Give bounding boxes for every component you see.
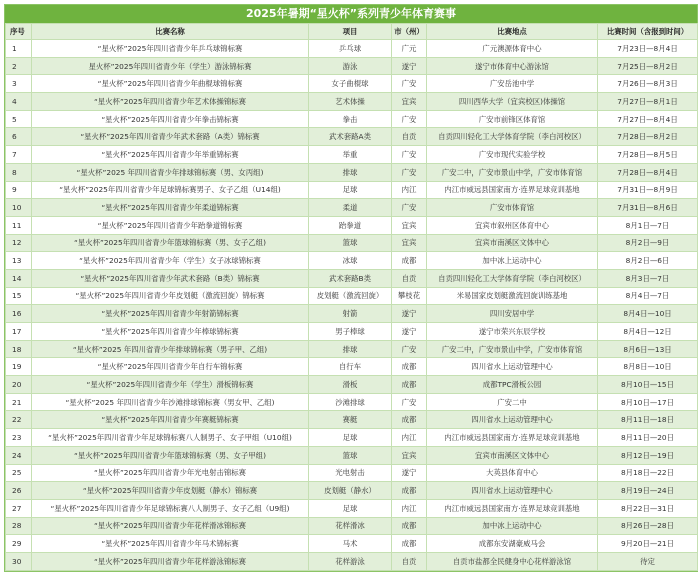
cell-venue: 内江市威远县国家南方·连界足球竞训基地 (427, 499, 598, 517)
header-venue: 比赛地点 (427, 24, 598, 40)
cell-dates: 8月6日—13日 (598, 340, 698, 358)
cell-city: 成都 (392, 517, 427, 535)
cell-index: 8 (6, 163, 32, 181)
cell-sport: 柔道 (309, 199, 392, 217)
cell-dates: 7月23日—8月4日 (598, 40, 698, 58)
cell-dates: 7月27日—8月4日 (598, 110, 698, 128)
cell-city: 宜宾 (392, 216, 427, 234)
cell-event-name: “星火杯”2025年四川省青少年花样滑冰锦标赛 (32, 517, 309, 535)
cell-city: 宜宾 (392, 234, 427, 252)
cell-dates: 8月22日—31日 (598, 499, 698, 517)
cell-sport: 马术 (309, 535, 392, 553)
cell-dates: 8月18日—22日 (598, 464, 698, 482)
cell-index: 30 (6, 552, 32, 570)
cell-city: 宜宾 (392, 93, 427, 111)
table-row (6, 305, 698, 323)
cell-sport: 皮划艇（激流回旋） (309, 287, 392, 305)
cell-sport: 艺术体操 (309, 93, 392, 111)
cell-sport: 篮球 (309, 234, 392, 252)
cell-event-name: “星火杯”2025年四川省青少年射箭锦标赛 (32, 305, 309, 323)
cell-dates: 9月20日—21日 (598, 535, 698, 553)
cell-index: 24 (6, 446, 32, 464)
cell-index: 18 (6, 340, 32, 358)
cell-city: 广安 (392, 340, 427, 358)
table-row (6, 552, 698, 570)
cell-venue: 广元澳源体育中心 (427, 40, 598, 58)
cell-dates: 7月27日—8月1日 (598, 93, 698, 111)
cell-venue: 四川省水上运动管理中心 (427, 411, 598, 429)
table-row (6, 393, 698, 411)
cell-dates: 7月28日—8月5日 (598, 146, 698, 164)
cell-dates: 8月12日—19日 (598, 446, 698, 464)
cell-sport: 女子曲棍球 (309, 75, 392, 93)
cell-index: 5 (6, 110, 32, 128)
cell-city: 广安 (392, 199, 427, 217)
cell-event-name: 星火杯”2025年四川省青少年（学生）游泳锦标赛 (32, 57, 309, 75)
cell-sport: 足球 (309, 429, 392, 447)
cell-city: 遂宁 (392, 323, 427, 341)
cell-sport: 冰球 (309, 252, 392, 270)
cell-venue: 遂宁市荣兴东辰学校 (427, 323, 598, 341)
cell-venue: 四川省水上运动管理中心 (427, 482, 598, 500)
cell-dates: 7月28日—8月2日 (598, 128, 698, 146)
header-dates: 比赛时间（含报到时间） (598, 24, 698, 40)
cell-dates: 8月26日—28日 (598, 517, 698, 535)
table-row (6, 146, 698, 164)
cell-city: 内江 (392, 429, 427, 447)
cell-dates: 8月2日—6日 (598, 252, 698, 270)
cell-city: 遂宁 (392, 305, 427, 323)
cell-venue: 广安市前锋区体育馆 (427, 110, 598, 128)
cell-index: 6 (6, 128, 32, 146)
table-row (6, 163, 698, 181)
cell-dates: 8月11日—18日 (598, 411, 698, 429)
cell-sport: 花样游泳 (309, 552, 392, 570)
cell-sport: 射箭 (309, 305, 392, 323)
cell-city: 成都 (392, 482, 427, 500)
cell-index: 22 (6, 411, 32, 429)
table-row (6, 269, 698, 287)
cell-venue: 加中冰上运动中心 (427, 252, 598, 270)
cell-event-name: “星火杯”2025年四川省青少年拳击锦标赛 (32, 110, 309, 128)
table-row (6, 517, 698, 535)
cell-city: 成都 (392, 535, 427, 553)
cell-city: 广安 (392, 146, 427, 164)
cell-event-name: “星火杯”2025年四川省青少年乒乓球锦标赛 (32, 40, 309, 58)
cell-event-name: “星火杯”2025年四川省青少年篮球锦标赛（男、女子甲组) (32, 446, 309, 464)
cell-venue: 自贡四川轻化工大学体育学院（李白河校区） (427, 269, 598, 287)
table-row (6, 93, 698, 111)
table-row (6, 216, 698, 234)
cell-event-name: “星火杯”2025年四川省青少年（学生）女子冰球锦标赛 (32, 252, 309, 270)
cell-index: 19 (6, 358, 32, 376)
cell-index: 21 (6, 393, 32, 411)
cell-venue: 广安市现代实验学校 (427, 146, 598, 164)
cell-dates: 8月10日—15日 (598, 376, 698, 394)
cell-sport: 皮划艇（静水） (309, 482, 392, 500)
cell-event-name: “星火杯”2025年四川省青少年足球锦标赛八人制男子、女子甲组（U10组) (32, 429, 309, 447)
cell-sport: 游泳 (309, 57, 392, 75)
cell-sport: 自行车 (309, 358, 392, 376)
cell-event-name: “星火杯”2025年四川省青少年马术锦标赛 (32, 535, 309, 553)
cell-sport: 滑板 (309, 376, 392, 394)
cell-dates: 8月4日—12日 (598, 323, 698, 341)
cell-index: 9 (6, 181, 32, 199)
cell-event-name: “星火杯”2025 年四川省青少年沙滩排球锦标赛（男女甲、乙组) (32, 393, 309, 411)
cell-sport: 排球 (309, 163, 392, 181)
cell-index: 14 (6, 269, 32, 287)
cell-index: 13 (6, 252, 32, 270)
cell-venue: 四川省水上运动管理中心 (427, 358, 598, 376)
cell-event-name: “星火杯”2025年四川省青少年曲棍球锦标赛 (32, 75, 309, 93)
table-row (6, 199, 698, 217)
cell-index: 2 (6, 57, 32, 75)
cell-dates: 8月2日—9日 (598, 234, 698, 252)
cell-sport: 沙滩排球 (309, 393, 392, 411)
table-row (6, 446, 698, 464)
header-index: 序号 (6, 24, 32, 40)
cell-event-name: “星火杯”2025年四川省青少年棒球锦标赛 (32, 323, 309, 341)
cell-city: 广安 (392, 75, 427, 93)
table-row (6, 252, 698, 270)
table-row (6, 499, 698, 517)
cell-venue: 内江市威远县国家南方·连界足球竞训基地 (427, 181, 598, 199)
cell-sport: 男子棒球 (309, 323, 392, 341)
cell-city: 广安 (392, 393, 427, 411)
cell-sport: 光电射击 (309, 464, 392, 482)
cell-event-name: “星火杯”2025年四川省青少年举重锦标赛 (32, 146, 309, 164)
table-row (6, 340, 698, 358)
cell-index: 1 (6, 40, 32, 58)
cell-city: 宜宾 (392, 446, 427, 464)
cell-sport: 举重 (309, 146, 392, 164)
cell-city: 内江 (392, 499, 427, 517)
cell-index: 12 (6, 234, 32, 252)
cell-venue: 宜宾市叙州区体育中心 (427, 216, 598, 234)
cell-event-name: “星火杯”2025年四川省青少年柔道锦标赛 (32, 199, 309, 217)
cell-sport: 乒乓球 (309, 40, 392, 58)
cell-venue: 成都东安湖豪威马会 (427, 535, 598, 553)
cell-event-name: “星火杯”2025年四川省青少年光电射击锦标赛 (32, 464, 309, 482)
cell-venue: 自贡市盐都全民健身中心花样游泳馆 (427, 552, 598, 570)
table-row (6, 40, 698, 58)
table-row (6, 181, 698, 199)
table-row (6, 323, 698, 341)
cell-venue: 宜宾市南溪区文体中心 (427, 234, 598, 252)
cell-venue: 四川安居中学 (427, 305, 598, 323)
cell-sport: 拳击 (309, 110, 392, 128)
cell-event-name: “星火杯”2025 年四川省青少年排球锦标赛（男、女丙组) (32, 163, 309, 181)
cell-dates: 8月3日—7日 (598, 269, 698, 287)
cell-sport: 足球 (309, 181, 392, 199)
events-table (5, 23, 698, 571)
cell-event-name: “星火杯”2025年四川省青少年（学生）滑板锦标赛 (32, 376, 309, 394)
cell-city: 成都 (392, 252, 427, 270)
cell-venue: 广安二中，广安市景山中学，广安市体育馆 (427, 163, 598, 181)
cell-city: 自贡 (392, 128, 427, 146)
cell-venue: 广安岳池中学 (427, 75, 598, 93)
cell-event-name: “星火杯”2025年四川省青少年武术套路（B类）锦标赛 (32, 269, 309, 287)
cell-venue: 宜宾市南溪区文体中心 (427, 446, 598, 464)
table-row (6, 429, 698, 447)
cell-event-name: “星火杯”2025年四川省青少年武术套路（A类）锦标赛 (32, 128, 309, 146)
cell-venue: 广安二中，广安市景山中学，广安市体育馆 (427, 340, 598, 358)
cell-city: 遂宁 (392, 57, 427, 75)
cell-city: 内江 (392, 181, 427, 199)
cell-dates: 7月25日—8月2日 (598, 57, 698, 75)
cell-sport: 赛艇 (309, 411, 392, 429)
table-row (6, 482, 698, 500)
cell-event-name: “星火杯”2025年四川省青少年皮划艇（激流回旋）锦标赛 (32, 287, 309, 305)
cell-city: 成都 (392, 358, 427, 376)
cell-venue: 加中冰上运动中心 (427, 517, 598, 535)
cell-dates: 8月4日—7日 (598, 287, 698, 305)
header-name: 比赛名称 (32, 24, 309, 40)
cell-dates: 7月28日—8月4日 (598, 163, 698, 181)
cell-city: 广安 (392, 110, 427, 128)
cell-city: 广元 (392, 40, 427, 58)
cell-dates: 8月1日—7日 (598, 216, 698, 234)
cell-dates: 7月31日—8月6日 (598, 199, 698, 217)
cell-dates: 8月10日—17日 (598, 393, 698, 411)
cell-index: 17 (6, 323, 32, 341)
cell-dates: 8月4日—10日 (598, 305, 698, 323)
cell-dates: 8月8日—10日 (598, 358, 698, 376)
cell-sport: 跆拳道 (309, 216, 392, 234)
header-city: 市（州） (392, 24, 427, 40)
cell-index: 26 (6, 482, 32, 500)
cell-venue: 米易国家皮划艇激流回旋训练基地 (427, 287, 598, 305)
table-row (6, 57, 698, 75)
cell-event-name: “星火杯”2025年四川省青少年自行车锦标赛 (32, 358, 309, 376)
cell-venue: 广安二中 (427, 393, 598, 411)
cell-event-name: “星火杯”2025年四川省青少年艺术体操锦标赛 (32, 93, 309, 111)
cell-venue: 遂宁市体育中心游泳馆 (427, 57, 598, 75)
cell-index: 3 (6, 75, 32, 93)
table-row (6, 376, 698, 394)
events-table-container (4, 4, 698, 572)
table-row (6, 287, 698, 305)
cell-event-name: “星火杯”2025年四川省青少年皮划艇（静水）锦标赛 (32, 482, 309, 500)
cell-city: 攀枝花 (392, 287, 427, 305)
cell-dates: 8月19日—24日 (598, 482, 698, 500)
header-row (6, 24, 698, 40)
cell-index: 4 (6, 93, 32, 111)
cell-dates: 8月11日—20日 (598, 429, 698, 447)
cell-venue: 大英县体育中心 (427, 464, 598, 482)
cell-sport: 篮球 (309, 446, 392, 464)
cell-index: 16 (6, 305, 32, 323)
cell-index: 10 (6, 199, 32, 217)
table-row (6, 535, 698, 553)
cell-event-name: “星火杯”2025 年四川省青少年排球锦标赛（男子甲、乙组) (32, 340, 309, 358)
cell-sport: 足球 (309, 499, 392, 517)
table-row (6, 358, 698, 376)
table-row (6, 110, 698, 128)
cell-index: 23 (6, 429, 32, 447)
table-row (6, 128, 698, 146)
cell-city: 自贡 (392, 269, 427, 287)
cell-index: 15 (6, 287, 32, 305)
cell-venue: 四川西华大学（宜宾校区)体操馆 (427, 93, 598, 111)
cell-index: 25 (6, 464, 32, 482)
cell-venue: 自贡四川轻化工大学体育学院（李白河校区） (427, 128, 598, 146)
cell-dates: 7月26日—8月3日 (598, 75, 698, 93)
cell-sport: 武术套路B类 (309, 269, 392, 287)
cell-event-name: “星火杯”2025年四川省青少年足球锦标赛八人制男子、女子乙组（U9组) (32, 499, 309, 517)
cell-sport: 花样滑冰 (309, 517, 392, 535)
cell-index: 29 (6, 535, 32, 553)
header-sport: 项目 (309, 24, 392, 40)
cell-index: 20 (6, 376, 32, 394)
cell-event-name: “星火杯”2025年四川省青少年花样游泳锦标赛 (32, 552, 309, 570)
cell-event-name: “星火杯”2025年四川省青少年篮球锦标赛（男、女子乙组) (32, 234, 309, 252)
cell-event-name: “星火杯”2025年四川省青少年足球锦标赛男子、女子乙组（U14组) (32, 181, 309, 199)
cell-venue: 内江市威远县国家南方·连界足球竞训基地 (427, 429, 598, 447)
table-row (6, 411, 698, 429)
cell-city: 自贡 (392, 552, 427, 570)
cell-event-name: “星火杯”2025年四川省青少年跆拳道锦标赛 (32, 216, 309, 234)
table-title: 2025年暑期“星火杯”系列青少年体育赛事 (5, 5, 697, 23)
cell-index: 27 (6, 499, 32, 517)
cell-city: 遂宁 (392, 464, 427, 482)
table-row (6, 234, 698, 252)
cell-index: 28 (6, 517, 32, 535)
cell-index: 7 (6, 146, 32, 164)
cell-event-name: “星火杯”2025年四川省青少年赛艇锦标赛 (32, 411, 309, 429)
cell-city: 成都 (392, 376, 427, 394)
cell-dates: 待定 (598, 552, 698, 570)
table-row (6, 464, 698, 482)
cell-dates: 7月31日—8月9日 (598, 181, 698, 199)
cell-city: 成都 (392, 411, 427, 429)
cell-sport: 排球 (309, 340, 392, 358)
table-row (6, 75, 698, 93)
cell-city: 广安 (392, 163, 427, 181)
cell-index: 11 (6, 216, 32, 234)
cell-venue: 广安市体育馆 (427, 199, 598, 217)
cell-sport: 武术套路A类 (309, 128, 392, 146)
cell-venue: 成都TPC滑板公园 (427, 376, 598, 394)
